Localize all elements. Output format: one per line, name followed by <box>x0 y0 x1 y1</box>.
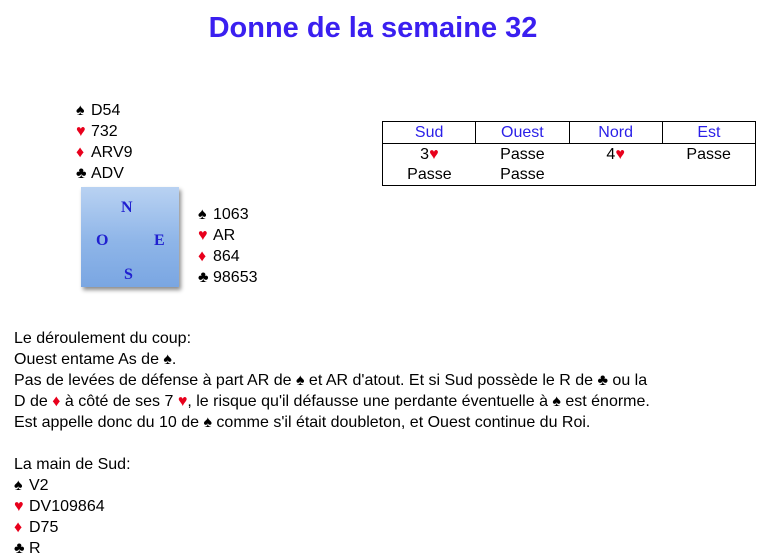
bid-header-est: Est <box>662 122 755 144</box>
south-hand-heading: La main de Sud: <box>14 456 131 473</box>
spade-icon: ♠ <box>163 351 172 368</box>
club-icon: ♣ <box>597 372 608 389</box>
heart-icon: ♥ <box>14 498 24 515</box>
compass-east: E <box>154 232 165 249</box>
north-spades: ♠ D54 <box>76 102 121 119</box>
narrative-line: Est appelle donc du 10 de ♠ comme s'il était doubleton, et Ouest continue du Roi. <box>14 414 591 431</box>
spacer <box>14 433 764 454</box>
spade-icon: ♠ <box>76 102 85 119</box>
heart-icon: ♥ <box>177 393 188 410</box>
bid-cell <box>662 165 755 186</box>
bid-cell: Passe <box>662 144 755 166</box>
heart-icon: ♥ <box>429 146 439 163</box>
diamond-icon: ♦ <box>14 519 23 536</box>
east-hearts: ♥ AR <box>198 227 236 244</box>
bid-cell: Passe <box>383 165 476 186</box>
page-title: Donne de la semaine 32 <box>208 12 538 44</box>
spade-icon: ♠ <box>14 477 23 494</box>
diamond-icon: ♦ <box>52 393 61 410</box>
club-icon: ♣ <box>76 165 87 182</box>
north-diamonds: ♦ ARV9 <box>76 144 133 161</box>
bid-cell: 4♥ <box>569 144 662 166</box>
narrative-line: Pas de levées de défense à part AR de ♠ et AR d'atout. Et si Sud possède le R de ♣ ou la <box>14 372 648 389</box>
diamond-icon: ♦ <box>76 144 85 161</box>
spade-icon: ♠ <box>295 372 305 389</box>
heart-icon: ♥ <box>615 146 625 163</box>
club-icon: ♣ <box>198 269 209 286</box>
south-spades: ♠ V2 <box>14 477 49 494</box>
narrative-line: D de ♦ à côté de ses 7 ♥, le risque qu'il défausse une perdante éventuelle à ♠ est énorme. <box>14 393 650 410</box>
bid-cell <box>569 165 662 186</box>
east-hand <box>198 204 258 288</box>
bid-header-sud: Sud <box>383 122 476 144</box>
south-clubs: ♣ R <box>14 540 41 557</box>
bid-cell: Passe <box>476 144 569 166</box>
narrative-heading: Le déroulement du coup: <box>14 330 192 347</box>
east-clubs: ♣ 98653 <box>198 269 258 286</box>
heart-icon: ♥ <box>198 227 208 244</box>
north-clubs: ♣ ADV <box>76 165 124 182</box>
east-spades: ♠ 1063 <box>198 206 249 223</box>
bid-cell: Passe <box>476 165 569 186</box>
bid-cell: 3♥ <box>383 144 476 166</box>
spade-icon: ♠ <box>203 414 212 431</box>
east-diamonds: ♦ 864 <box>198 248 240 265</box>
north-hand <box>76 100 133 184</box>
spade-icon: ♠ <box>552 393 561 410</box>
south-diamonds: ♦ D75 <box>14 519 59 536</box>
compass-south: S <box>124 266 133 283</box>
spade-icon: ♠ <box>198 206 207 223</box>
bid-header-ouest: Ouest <box>476 122 569 144</box>
compass-north: N <box>121 199 133 216</box>
south-hearts: ♥ DV109864 <box>14 498 105 515</box>
north-hearts: ♥ 732 <box>76 123 118 140</box>
compass-west: O <box>96 232 109 249</box>
bid-header-nord: Nord <box>569 122 662 144</box>
narrative-lead: Ouest entame As de ♠. <box>14 351 177 368</box>
club-icon: ♣ <box>14 540 25 557</box>
diamond-icon: ♦ <box>198 248 207 265</box>
bidding-table <box>382 121 756 186</box>
heart-icon: ♥ <box>76 123 86 140</box>
compass-box <box>81 187 179 287</box>
narrative <box>14 328 764 559</box>
